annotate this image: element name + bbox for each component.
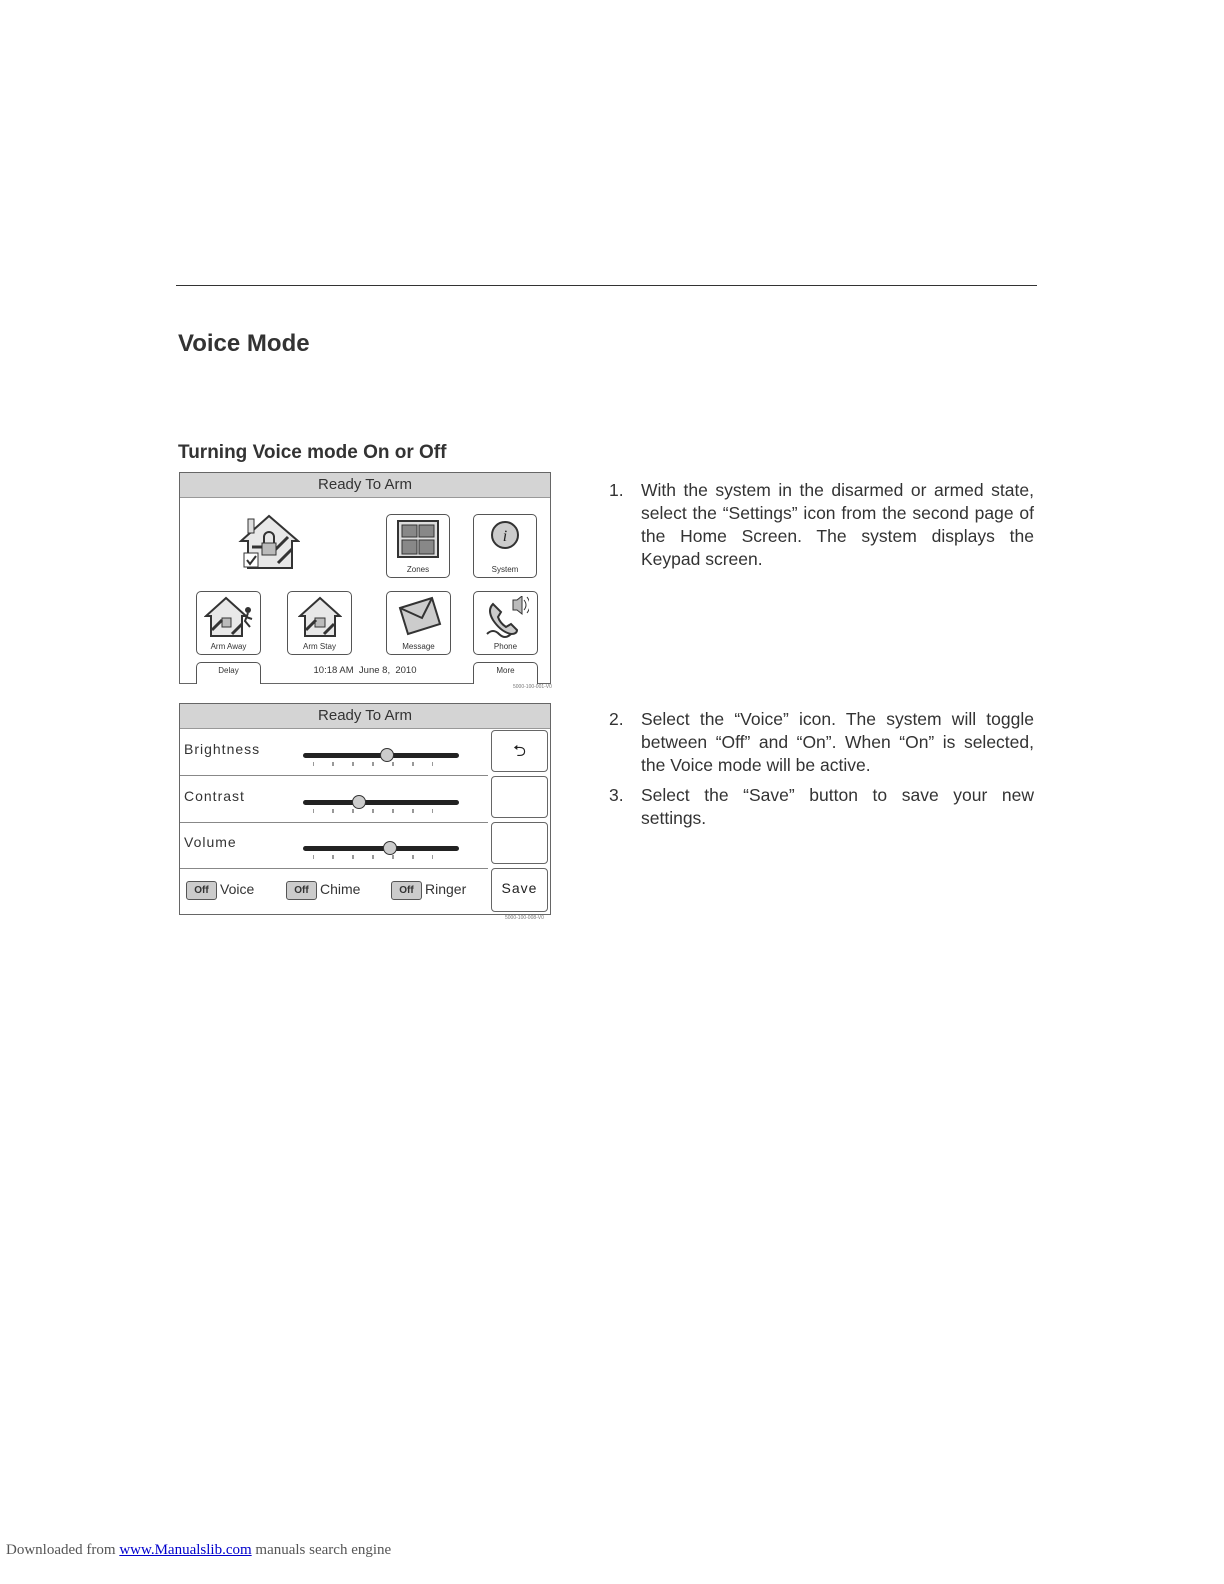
- step-number: 2.: [609, 709, 624, 729]
- brightness-row: [180, 729, 488, 776]
- arm-stay-button[interactable]: [287, 591, 352, 655]
- volume-row: [180, 822, 488, 869]
- svg-text:i: i: [502, 528, 508, 545]
- contrast-slider-knob[interactable]: [352, 795, 366, 809]
- system-button[interactable]: [473, 514, 537, 578]
- back-button[interactable]: [491, 730, 548, 772]
- manualslib-link[interactable]: www.Manualslib.com: [119, 1542, 252, 1558]
- chime-toggle-state[interactable]: Off: [286, 881, 317, 900]
- ringer-toggle[interactable]: [391, 881, 466, 900]
- contrast-ticks: [313, 809, 433, 813]
- chime-toggle[interactable]: [286, 881, 360, 900]
- screen-status-header: Ready To Arm: [180, 704, 550, 729]
- more-label: More: [496, 666, 515, 675]
- voice-toggle[interactable]: [186, 881, 254, 900]
- brightness-ticks: [313, 762, 433, 766]
- delay-button[interactable]: [196, 662, 261, 684]
- envelope-icon: [396, 596, 442, 636]
- system-label: System: [491, 565, 519, 574]
- save-label: Save: [501, 880, 538, 896]
- contrast-slider[interactable]: [303, 800, 459, 805]
- section-subtitle: Turning Voice mode On or Off: [178, 442, 447, 463]
- footer-prefix: Downloaded from: [6, 1542, 116, 1558]
- phone-icon: [483, 596, 529, 640]
- brightness-slider-knob[interactable]: [380, 748, 394, 762]
- arm-away-icon: [204, 596, 254, 638]
- message-label: Message: [402, 642, 435, 651]
- message-button[interactable]: [386, 591, 451, 655]
- contrast-row: [180, 776, 488, 823]
- back-arrow-icon: ⮌: [513, 741, 526, 760]
- brightness-label: Brightness: [184, 741, 261, 757]
- ringer-toggle-state[interactable]: Off: [391, 881, 422, 900]
- settings-screen-figure: [179, 703, 551, 915]
- zones-icon: [396, 519, 440, 559]
- step-number: 3.: [609, 785, 624, 805]
- header-rule: [176, 285, 1037, 286]
- figure-id: 5000-100-001-V0: [513, 684, 552, 690]
- brightness-slider[interactable]: [303, 753, 459, 758]
- page-title: Voice Mode: [178, 330, 310, 357]
- info-icon: [489, 519, 521, 551]
- blank-button-1[interactable]: [491, 776, 548, 818]
- arm-stay-icon: [298, 596, 342, 638]
- house-status-icon: [238, 513, 300, 571]
- arm-stay-label: Arm Stay: [303, 642, 336, 651]
- zones-button[interactable]: [386, 514, 450, 578]
- download-footer: [6, 1542, 391, 1559]
- step-text: Select the “Voice” icon. The system will toggle between “Off” and “On”. When “On” is selected, the Voice mode will be active.: [641, 709, 1034, 775]
- step-text: Select the “Save” button to save your new settings.: [641, 785, 1034, 828]
- step-3: [609, 784, 1034, 830]
- volume-ticks: [313, 855, 433, 859]
- blank-button-2[interactable]: [491, 822, 548, 864]
- volume-label: Volume: [184, 834, 237, 850]
- delay-label: Delay: [218, 666, 239, 675]
- ringer-toggle-label: Ringer: [425, 881, 467, 898]
- footer-suffix: manuals search engine: [255, 1542, 392, 1558]
- more-button[interactable]: [473, 662, 538, 684]
- contrast-label: Contrast: [184, 788, 245, 804]
- step-1: [609, 479, 1034, 571]
- phone-label: Phone: [493, 642, 518, 651]
- arm-away-button[interactable]: [196, 591, 261, 655]
- figure-id: 5000-100-008-V0: [505, 915, 544, 921]
- voice-toggle-state[interactable]: Off: [186, 881, 217, 900]
- screen-status-header: Ready To Arm: [180, 473, 550, 498]
- chime-toggle-label: Chime: [320, 881, 361, 898]
- volume-slider-knob[interactable]: [383, 841, 397, 855]
- arm-away-label: Arm Away: [210, 642, 247, 651]
- voice-toggle-label: Voice: [220, 881, 255, 898]
- save-button[interactable]: [491, 868, 548, 912]
- datetime-display: 10:18 AM June 8, 2010: [313, 665, 417, 676]
- zones-label: Zones: [406, 565, 430, 574]
- volume-slider[interactable]: [303, 846, 459, 851]
- phone-button[interactable]: [473, 591, 538, 655]
- step-2: [609, 708, 1034, 777]
- step-number: 1.: [609, 480, 624, 500]
- home-screen-figure: [179, 472, 551, 684]
- step-text: With the system in the disarmed or armed state, select the “Settings” icon from the second page of the Home Screen. The system displays the Keypad screen.: [641, 480, 1034, 569]
